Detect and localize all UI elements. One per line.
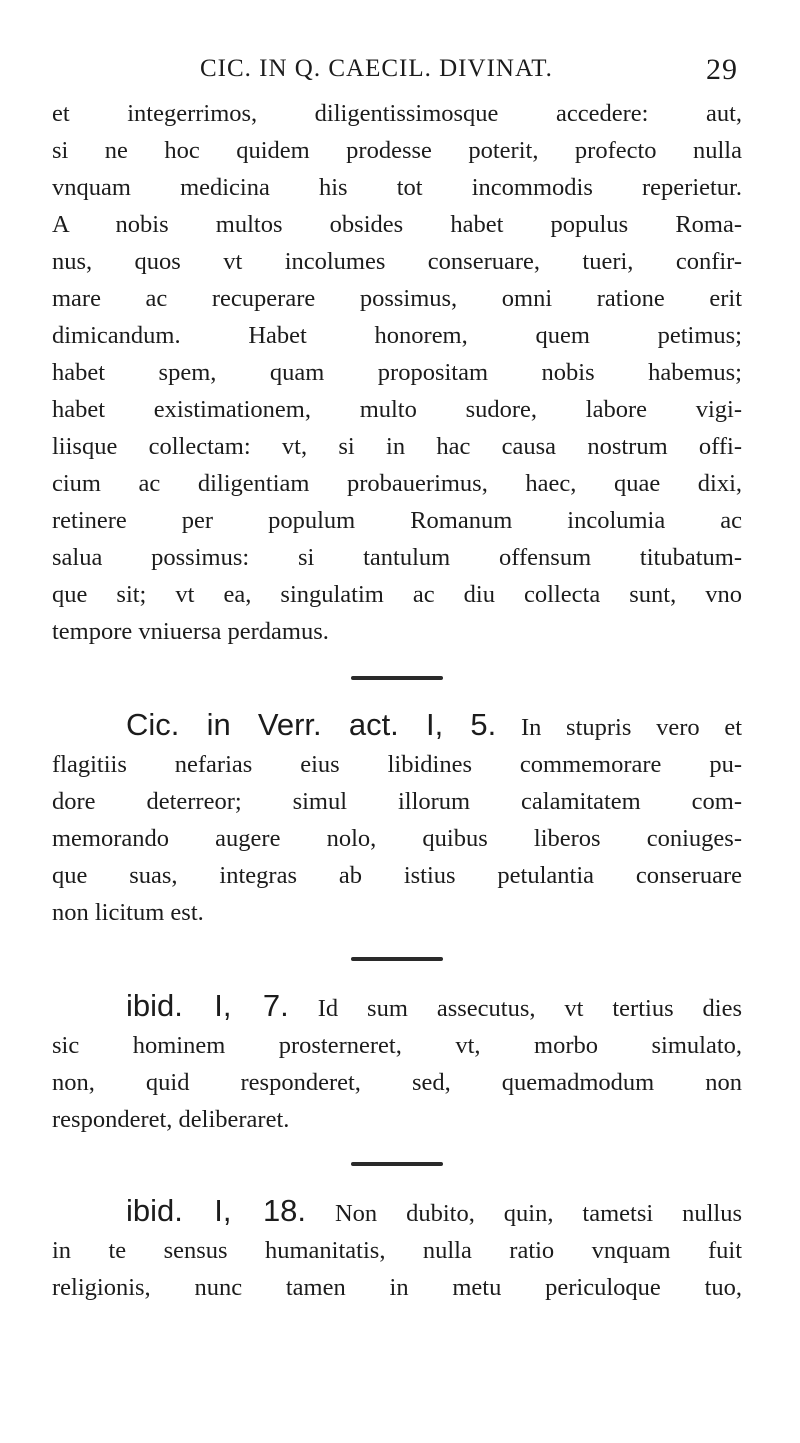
running-head-title: CIC. IN Q. CAECIL. DIVINAT. [200,55,553,82]
text-line: flagitiis nefarias eius libidines commemorare pu- [52,751,742,778]
citation: ibid. I, 18. [126,1193,307,1228]
text-line: nus, quos vt incolumes conseruare, tueri, confir- [52,248,742,275]
section-divider [351,1162,443,1166]
text-line: in te sensus humanitatis, nulla ratio vnquam fuit [52,1237,742,1264]
text-line: A nobis multos obsides habet populus Roma- [52,211,742,238]
text-line: dore deterreor; simul illorum calamitatem com- [52,788,742,815]
text-line: non licitum est. [52,899,204,926]
text-line: que sit; vt ea, singulatim ac diu collecta sunt, vno [52,581,742,608]
text-line: salua possimus: si tantulum offensum titubatum- [52,544,742,571]
page-number: 29 [706,53,738,86]
section-divider [351,957,443,961]
text-line: responderet, deliberaret. [52,1106,290,1133]
text-line: In stupris vero et [520,714,743,741]
text-line: sic hominem prosterneret, vt, morbo simulato, [52,1032,742,1059]
paragraph-4 [52,1192,742,1306]
text-line: religionis, nunc tamen in metu periculoque tuo, [52,1274,742,1301]
text-line-with-citation [52,706,742,746]
text-line-with-citation [52,1192,742,1232]
text-line: memorando augere nolo, quibus liberos coniuges- [52,825,742,852]
text-line: Non dubito, quin, tametsi nullus [334,1200,742,1227]
text-line: mare ac recuperare possimus, omni ratione erit [52,285,742,312]
text-line-with-citation [52,987,742,1027]
text-line: dimicandum. Habet honorem, quem petimus; [52,322,742,349]
paragraph-3 [52,987,742,1138]
page [52,55,742,1306]
text-line: non, quid responderet, sed, quemadmodum non [52,1069,742,1096]
text-line: retinere per populum Romanum incolumia ac [52,507,742,534]
text-line: tempore vniuersa perdamus. [52,618,329,645]
paragraph-2 [52,706,742,931]
text-line: habet existimationem, multo sudore, labore vigi- [52,396,742,423]
text-line: vnquam medicina his tot incommodis reperietur. [52,174,742,201]
paragraph-1 [52,95,742,650]
citation: ibid. I, 7. [126,988,289,1023]
text-line: liisque collectam: vt, si in hac causa nostrum offi- [52,433,742,460]
text-line: que suas, integras ab istius petulantia conseruare [52,862,742,889]
section-divider [351,676,443,680]
text-line: habet spem, quam propositam nobis habemus; [52,359,742,386]
text-line: si ne hoc quidem prodesse poterit, profecto nulla [52,137,742,164]
text-line: Id sum assecutus, vt tertius dies [317,995,743,1022]
running-head [52,55,742,95]
text-line: cium ac diligentiam probauerimus, haec, quae dixi, [52,470,742,497]
citation: Cic. in Verr. act. I, 5. [126,707,497,742]
text-line: et integerrimos, diligentissimosque accedere: aut, [52,100,742,127]
